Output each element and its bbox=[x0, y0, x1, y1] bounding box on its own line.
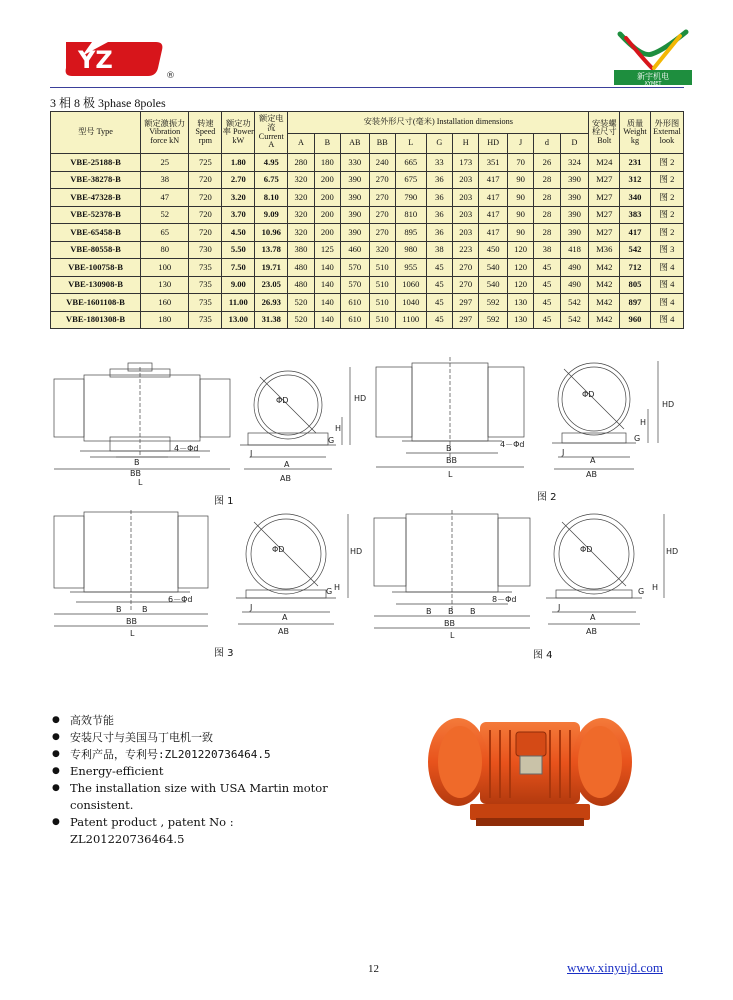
table-cell: 图 2 bbox=[650, 189, 683, 207]
table-row bbox=[51, 171, 684, 189]
table-cell: 23.05 bbox=[255, 276, 288, 294]
fig2-label-g: G bbox=[634, 434, 641, 443]
table-cell: 70 bbox=[507, 154, 533, 172]
table-cell: M42 bbox=[589, 311, 620, 329]
table-cell: 450 bbox=[479, 241, 508, 259]
header-dim-l: L bbox=[395, 134, 426, 154]
table-cell: 320 bbox=[288, 206, 314, 224]
table-cell: 45 bbox=[534, 311, 560, 329]
table-cell: 320 bbox=[288, 171, 314, 189]
fig3-holes: 6－Φd bbox=[168, 595, 193, 604]
fig4-label-hd: HD bbox=[666, 547, 679, 556]
fig2-holes: 4－Φd bbox=[500, 440, 525, 449]
table-cell: 19.71 bbox=[255, 259, 288, 277]
table-cell: M27 bbox=[589, 206, 620, 224]
table-cell: 200 bbox=[314, 171, 340, 189]
fig2-label-h: H bbox=[640, 418, 647, 427]
table-cell: 1040 bbox=[395, 294, 426, 312]
fig4-label-a: A bbox=[590, 613, 596, 622]
header-look: 外形图 External look bbox=[650, 112, 683, 154]
table-cell: 540 bbox=[479, 276, 508, 294]
table-cell: 735 bbox=[189, 294, 222, 312]
figure-3-caption: 图 3 bbox=[214, 648, 234, 659]
table-cell: 810 bbox=[395, 206, 426, 224]
table-cell: 297 bbox=[453, 294, 479, 312]
table-cell: 592 bbox=[479, 294, 508, 312]
fig4-label-ab: AB bbox=[586, 627, 597, 636]
table-cell: 45 bbox=[426, 259, 452, 277]
table-cell: M36 bbox=[589, 241, 620, 259]
table-cell: VBE-38278-B bbox=[51, 171, 141, 189]
fig2-label-bb: BB bbox=[446, 456, 457, 465]
table-cell: 33 bbox=[426, 154, 452, 172]
fig4-label-phid: ΦD bbox=[580, 545, 593, 554]
table-cell: 383 bbox=[620, 206, 651, 224]
fig1-label-hd: HD bbox=[354, 394, 367, 403]
header-current: 额定电流 Current A bbox=[255, 112, 288, 154]
table-cell: 140 bbox=[314, 294, 340, 312]
table-cell: 312 bbox=[620, 171, 651, 189]
table-cell: 270 bbox=[453, 259, 479, 277]
figure-4-drawing bbox=[372, 510, 682, 644]
logo-mark: YZ bbox=[78, 46, 113, 74]
table-cell: 45 bbox=[534, 259, 560, 277]
fig1-label-j: J bbox=[250, 449, 253, 458]
fig1-label-g: G bbox=[328, 436, 335, 445]
table-cell: 130 bbox=[507, 311, 533, 329]
table-cell: 120 bbox=[507, 259, 533, 277]
table-cell: 270 bbox=[369, 171, 395, 189]
feature-item: ● Energy-efficient bbox=[50, 763, 335, 780]
table-cell: 7.50 bbox=[222, 259, 255, 277]
fig3-label-b1: B bbox=[116, 605, 122, 614]
fig3-label-ab: AB bbox=[278, 627, 289, 636]
table-cell: 90 bbox=[507, 224, 533, 242]
table-cell: 9.09 bbox=[255, 206, 288, 224]
table-row bbox=[51, 224, 684, 242]
section-title: 3 相 8 极 3phase 8poles bbox=[50, 96, 166, 110]
table-row bbox=[51, 154, 684, 172]
table-cell: 173 bbox=[453, 154, 479, 172]
table-cell: 52 bbox=[141, 206, 189, 224]
fig1-label-bb: BB bbox=[130, 469, 141, 478]
company-logo bbox=[58, 38, 178, 80]
spec-body bbox=[51, 154, 684, 329]
table-cell: 45 bbox=[426, 311, 452, 329]
fig3-label-h: H bbox=[334, 583, 341, 592]
table-cell: 10.96 bbox=[255, 224, 288, 242]
fig1-label-phid: ΦD bbox=[276, 396, 289, 405]
figure-2-drawing bbox=[372, 357, 682, 491]
table-cell: 610 bbox=[340, 311, 369, 329]
figure-4-caption: 图 4 bbox=[533, 650, 553, 661]
table-cell: 38 bbox=[426, 241, 452, 259]
table-cell: 790 bbox=[395, 189, 426, 207]
table-cell: 570 bbox=[340, 276, 369, 294]
fig4-holes: 8－Φd bbox=[492, 595, 517, 604]
table-cell: 480 bbox=[288, 276, 314, 294]
header-dim-a: A bbox=[288, 134, 314, 154]
table-cell: 725 bbox=[189, 154, 222, 172]
table-cell: 955 bbox=[395, 259, 426, 277]
table-cell: 380 bbox=[288, 241, 314, 259]
table-cell: 520 bbox=[288, 311, 314, 329]
table-cell: 图 2 bbox=[650, 171, 683, 189]
table-cell: 4.50 bbox=[222, 224, 255, 242]
table-cell: 图 2 bbox=[650, 224, 683, 242]
fig2-label-phid: ΦD bbox=[582, 390, 595, 399]
header-dim-d: D bbox=[560, 134, 589, 154]
fig1-label-l: L bbox=[138, 478, 143, 487]
fig4-label-bb: BB bbox=[444, 619, 455, 628]
table-cell: 图 3 bbox=[650, 241, 683, 259]
header-dim-ab: AB bbox=[340, 134, 369, 154]
table-cell: 324 bbox=[560, 154, 589, 172]
table-cell: 90 bbox=[507, 189, 533, 207]
header-weight: 质量 Weight kg bbox=[620, 112, 651, 154]
table-cell: 490 bbox=[560, 276, 589, 294]
figure-2-caption: 图 2 bbox=[537, 492, 557, 503]
header-dims: 安装外形尺寸(毫米) Installation dimensions bbox=[288, 112, 589, 134]
table-cell: 36 bbox=[426, 171, 452, 189]
table-cell: 805 bbox=[620, 276, 651, 294]
table-cell: 26 bbox=[534, 154, 560, 172]
fig1-label-a: A bbox=[284, 460, 290, 469]
table-cell: 90 bbox=[507, 206, 533, 224]
table-cell: 280 bbox=[288, 154, 314, 172]
fig4-label-h: H bbox=[652, 583, 659, 592]
figure-3-drawing bbox=[50, 510, 363, 644]
fig4-label-b3: B bbox=[470, 607, 476, 616]
table-row bbox=[51, 241, 684, 259]
table-cell: 120 bbox=[507, 241, 533, 259]
header-type: 型号 Type bbox=[51, 112, 141, 154]
table-cell: 9.00 bbox=[222, 276, 255, 294]
table-cell: 460 bbox=[340, 241, 369, 259]
table-cell: 510 bbox=[369, 276, 395, 294]
table-cell: 6.75 bbox=[255, 171, 288, 189]
table-cell: M42 bbox=[589, 259, 620, 277]
fig3-label-hd: HD bbox=[350, 547, 363, 556]
table-cell: 712 bbox=[620, 259, 651, 277]
table-cell: 200 bbox=[314, 189, 340, 207]
table-cell: 417 bbox=[620, 224, 651, 242]
table-cell: 270 bbox=[369, 224, 395, 242]
figure-1-caption: 图 1 bbox=[214, 496, 234, 507]
table-cell: 31.38 bbox=[255, 311, 288, 329]
table-row bbox=[51, 294, 684, 312]
table-cell: 240 bbox=[369, 154, 395, 172]
table-cell: 735 bbox=[189, 259, 222, 277]
table-cell: 36 bbox=[426, 224, 452, 242]
table-row bbox=[51, 206, 684, 224]
brand-en: XYMET bbox=[644, 81, 662, 86]
header-dim-g: G bbox=[426, 134, 452, 154]
table-cell: 26.93 bbox=[255, 294, 288, 312]
table-cell: 223 bbox=[453, 241, 479, 259]
fig3-label-phid: ΦD bbox=[272, 545, 285, 554]
feature-item: ● 专利产品，专利号:ZL201220736464.5 bbox=[50, 746, 335, 763]
header-power: 额定功率 Power kW bbox=[222, 112, 255, 154]
fig1-label-h: H bbox=[335, 424, 342, 433]
table-cell: 38 bbox=[141, 171, 189, 189]
table-cell: 3.20 bbox=[222, 189, 255, 207]
fig3-label-bb: BB bbox=[126, 617, 137, 626]
table-cell: 203 bbox=[453, 206, 479, 224]
table-cell: 38 bbox=[534, 241, 560, 259]
table-cell: 390 bbox=[340, 224, 369, 242]
motor-photo bbox=[420, 708, 638, 832]
table-cell: 542 bbox=[620, 241, 651, 259]
table-cell: 4.95 bbox=[255, 154, 288, 172]
fig1-label-ab: AB bbox=[280, 474, 291, 483]
table-cell: 100 bbox=[141, 259, 189, 277]
table-cell: 1060 bbox=[395, 276, 426, 294]
table-cell: 297 bbox=[453, 311, 479, 329]
feature-item: ● 安装尺寸与美国马丁电机一致 bbox=[50, 729, 335, 746]
table-cell: M42 bbox=[589, 276, 620, 294]
table-cell: 180 bbox=[314, 154, 340, 172]
table-cell: 130 bbox=[507, 294, 533, 312]
table-cell: 120 bbox=[507, 276, 533, 294]
table-cell: 730 bbox=[189, 241, 222, 259]
figure-1-drawing bbox=[50, 357, 370, 496]
table-cell: 351 bbox=[479, 154, 508, 172]
table-cell: 592 bbox=[479, 311, 508, 329]
fig2-label-a: A bbox=[590, 456, 596, 465]
table-cell: 417 bbox=[479, 224, 508, 242]
feature-item: ● 高效节能 bbox=[50, 712, 335, 729]
table-cell: 47 bbox=[141, 189, 189, 207]
table-cell: 203 bbox=[453, 189, 479, 207]
table-cell: 图 4 bbox=[650, 311, 683, 329]
table-cell: 390 bbox=[340, 171, 369, 189]
table-cell: 417 bbox=[479, 189, 508, 207]
table-cell: 510 bbox=[369, 311, 395, 329]
table-cell: 542 bbox=[560, 294, 589, 312]
page-number: 12 bbox=[368, 963, 379, 975]
fig4-label-b1: B bbox=[426, 607, 432, 616]
table-cell: 231 bbox=[620, 154, 651, 172]
table-cell: 720 bbox=[189, 224, 222, 242]
table-cell: 65 bbox=[141, 224, 189, 242]
table-cell: 340 bbox=[620, 189, 651, 207]
table-cell: 200 bbox=[314, 206, 340, 224]
table-cell: 80 bbox=[141, 241, 189, 259]
table-cell: 270 bbox=[369, 206, 395, 224]
table-cell: 720 bbox=[189, 206, 222, 224]
table-cell: 36 bbox=[426, 189, 452, 207]
table-cell: 480 bbox=[288, 259, 314, 277]
fig3-label-l: L bbox=[130, 629, 135, 638]
table-cell: 665 bbox=[395, 154, 426, 172]
table-cell: 390 bbox=[340, 206, 369, 224]
header-speed: 转速 Speed rpm bbox=[189, 112, 222, 154]
table-cell: 130 bbox=[141, 276, 189, 294]
spec-table bbox=[50, 111, 684, 329]
table-cell: VBE-130908-B bbox=[51, 276, 141, 294]
table-cell: 675 bbox=[395, 171, 426, 189]
table-cell: 图 2 bbox=[650, 206, 683, 224]
table-cell: 270 bbox=[453, 276, 479, 294]
table-cell: 390 bbox=[560, 224, 589, 242]
table-cell: VBE-80558-B bbox=[51, 241, 141, 259]
header-dim-j: J bbox=[507, 134, 533, 154]
fig4-label-l: L bbox=[450, 631, 455, 640]
table-cell: 图 4 bbox=[650, 259, 683, 277]
table-cell: 418 bbox=[560, 241, 589, 259]
table-cell: 8.10 bbox=[255, 189, 288, 207]
table-cell: 390 bbox=[560, 171, 589, 189]
table-cell: 203 bbox=[453, 224, 479, 242]
table-row bbox=[51, 311, 684, 329]
fig1-label-b: B bbox=[134, 458, 140, 467]
header-dim-b: B bbox=[314, 134, 340, 154]
table-cell: 28 bbox=[534, 189, 560, 207]
table-cell: 图 2 bbox=[650, 154, 683, 172]
table-cell: 5.50 bbox=[222, 241, 255, 259]
feature-item: ● Patent product , patent No : ZL201220736464.5 bbox=[50, 814, 335, 848]
website-link[interactable]: www.xinyujd.com bbox=[567, 960, 663, 975]
header-dim-hd: HD bbox=[479, 134, 508, 154]
table-row bbox=[51, 189, 684, 207]
table-cell: 28 bbox=[534, 171, 560, 189]
table-cell: 25 bbox=[141, 154, 189, 172]
table-cell: 320 bbox=[369, 241, 395, 259]
table-cell: 图 4 bbox=[650, 294, 683, 312]
fig4-label-b2: B bbox=[448, 607, 454, 616]
table-cell: 510 bbox=[369, 259, 395, 277]
fig1-holes: 4－Φd bbox=[174, 444, 199, 453]
table-cell: 735 bbox=[189, 311, 222, 329]
table-cell: 28 bbox=[534, 224, 560, 242]
table-cell: 390 bbox=[340, 189, 369, 207]
table-cell: 45 bbox=[534, 294, 560, 312]
table-cell: 390 bbox=[560, 189, 589, 207]
fig2-label-ab: AB bbox=[586, 470, 597, 479]
table-cell: M24 bbox=[589, 154, 620, 172]
table-cell: 720 bbox=[189, 189, 222, 207]
table-cell: 520 bbox=[288, 294, 314, 312]
table-cell: 140 bbox=[314, 276, 340, 294]
table-cell: 330 bbox=[340, 154, 369, 172]
fig3-label-a: A bbox=[282, 613, 288, 622]
table-cell: 390 bbox=[560, 206, 589, 224]
table-cell: 320 bbox=[288, 189, 314, 207]
fig4-label-g: G bbox=[638, 587, 645, 596]
registered-mark: ® bbox=[166, 71, 175, 80]
table-cell: 45 bbox=[426, 294, 452, 312]
header-bolt: 安装螺栓尺寸 Bolt bbox=[589, 112, 620, 154]
table-cell: 1.80 bbox=[222, 154, 255, 172]
table-cell: 1100 bbox=[395, 311, 426, 329]
header-force: 额定激振力 Vibration force kN bbox=[141, 112, 189, 154]
fig2-label-l: L bbox=[448, 470, 453, 479]
table-cell: 417 bbox=[479, 171, 508, 189]
table-cell: 13.78 bbox=[255, 241, 288, 259]
table-cell: VBE-52378-B bbox=[51, 206, 141, 224]
table-cell: 13.00 bbox=[222, 311, 255, 329]
table-cell: 897 bbox=[620, 294, 651, 312]
fig2-label-b: B bbox=[446, 444, 452, 453]
table-cell: 2.70 bbox=[222, 171, 255, 189]
table-cell: M42 bbox=[589, 294, 620, 312]
table-cell: 140 bbox=[314, 311, 340, 329]
table-cell: 490 bbox=[560, 259, 589, 277]
table-cell: 203 bbox=[453, 171, 479, 189]
feature-item: ● The installation size with USA Martin motor consistent. bbox=[50, 780, 335, 814]
table-cell: 540 bbox=[479, 259, 508, 277]
table-cell: 735 bbox=[189, 276, 222, 294]
feature-list bbox=[50, 712, 335, 848]
table-cell: VBE-25188-B bbox=[51, 154, 141, 172]
table-cell: VBE-47328-B bbox=[51, 189, 141, 207]
table-row bbox=[51, 276, 684, 294]
table-row bbox=[51, 259, 684, 277]
table-cell: VBE-100758-B bbox=[51, 259, 141, 277]
fig3-label-j: J bbox=[250, 603, 253, 612]
table-cell: VBE-1801308-B bbox=[51, 311, 141, 329]
brand-cn: 新宇机电 bbox=[637, 72, 669, 81]
table-cell: 417 bbox=[479, 206, 508, 224]
table-cell: M27 bbox=[589, 171, 620, 189]
table-cell: 510 bbox=[369, 294, 395, 312]
table-cell: 36 bbox=[426, 206, 452, 224]
table-cell: 895 bbox=[395, 224, 426, 242]
table-cell: VBE-65458-B bbox=[51, 224, 141, 242]
brand-logo bbox=[612, 28, 694, 86]
table-cell: 610 bbox=[340, 294, 369, 312]
table-cell: 160 bbox=[141, 294, 189, 312]
table-cell: 28 bbox=[534, 206, 560, 224]
table-cell: 125 bbox=[314, 241, 340, 259]
table-cell: 180 bbox=[141, 311, 189, 329]
fig3-label-g: G bbox=[326, 587, 333, 596]
table-cell: 320 bbox=[288, 224, 314, 242]
table-cell: 图 4 bbox=[650, 276, 683, 294]
header-rule bbox=[50, 87, 684, 88]
table-cell: 980 bbox=[395, 241, 426, 259]
table-cell: M27 bbox=[589, 189, 620, 207]
table-cell: M27 bbox=[589, 224, 620, 242]
table-cell: 45 bbox=[426, 276, 452, 294]
header-dim-h: H bbox=[453, 134, 479, 154]
header-dim-d: d bbox=[534, 134, 560, 154]
table-cell: 720 bbox=[189, 171, 222, 189]
table-cell: 570 bbox=[340, 259, 369, 277]
fig2-label-j: J bbox=[562, 448, 565, 457]
table-cell: 542 bbox=[560, 311, 589, 329]
fig3-label-b2: B bbox=[142, 605, 148, 614]
table-cell: 11.00 bbox=[222, 294, 255, 312]
table-cell: 140 bbox=[314, 259, 340, 277]
table-cell: 960 bbox=[620, 311, 651, 329]
table-cell: 45 bbox=[534, 276, 560, 294]
fig4-label-j: J bbox=[558, 603, 561, 612]
table-cell: VBE-1601108-B bbox=[51, 294, 141, 312]
table-cell: 3.70 bbox=[222, 206, 255, 224]
table-cell: 200 bbox=[314, 224, 340, 242]
fig2-label-hd: HD bbox=[662, 400, 675, 409]
header-dim-bb: BB bbox=[369, 134, 395, 154]
table-cell: 270 bbox=[369, 189, 395, 207]
table-cell: 90 bbox=[507, 171, 533, 189]
